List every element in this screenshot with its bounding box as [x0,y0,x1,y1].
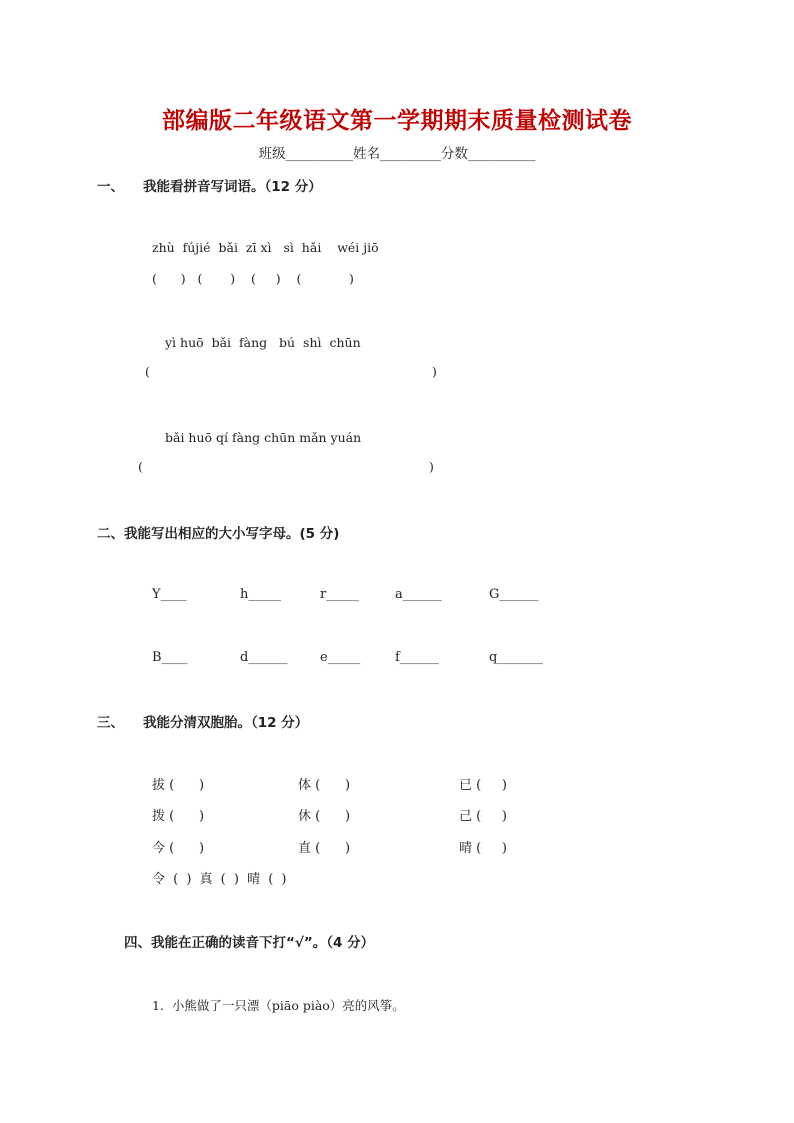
letter-item[interactable]: G______ [489,587,539,602]
char-pair-item[interactable]: 己 ( ) [459,809,507,824]
pinyin-row-2: yì huō bǎi fàng bú shì chūn [165,335,361,350]
section3-number: 三、 [97,715,124,731]
letter-item[interactable]: B____ [152,650,188,665]
char-pair-item[interactable]: 已 ( ) [459,778,507,793]
answer-brackets-row-3[interactable]: ( ) [138,459,434,474]
char-pair-item[interactable]: 拨 ( ) [152,809,205,824]
student-info-line: 班级__________姓名_________分数__________ [258,146,536,162]
char-pair-last-row[interactable]: 令 ( ) 真 ( ) 晴 ( ) [152,872,287,887]
question-1[interactable]: 1. 小熊做了一只漂（piāo piào）亮的风筝。 [152,998,405,1013]
section4-heading: 四、我能在正确的读音下打“√”。（4 分） [124,935,375,951]
page-title: 部编版二年级语文第一学期期末质量检测试卷 [162,108,632,134]
section3-heading: 我能分清双胞胎。（12 分） [143,715,309,731]
letter-item[interactable]: d______ [240,650,288,665]
letter-item[interactable]: r_____ [320,587,359,602]
char-pair-item[interactable]: 拔 ( ) [152,778,205,793]
char-pair-item[interactable]: 直 ( ) [298,841,351,856]
letter-item[interactable]: e_____ [320,650,361,665]
letter-item[interactable]: q_______ [489,650,543,665]
char-pair-item[interactable]: 晴 ( ) [459,841,507,856]
section2-heading: 二、我能写出相应的大小写字母。(5 分) [97,526,340,542]
char-pair-item[interactable]: 休 ( ) [298,809,351,824]
pinyin-row-1: zhù fújié bǎi zī xì sì hǎi wéi jiō [152,240,379,255]
section1-heading: 我能看拼音写词语。（12 分） [143,179,322,195]
answer-brackets-row-2[interactable]: ( ) [145,364,437,379]
letter-item[interactable]: h_____ [240,587,281,602]
char-pair-item[interactable]: 今 ( ) [152,841,205,856]
letter-item[interactable]: a______ [395,587,442,602]
letter-item[interactable]: f______ [395,650,439,665]
char-pair-item[interactable]: 体 ( ) [298,778,351,793]
answer-brackets-row-1[interactable]: ( ) ( ) ( ) ( ) [152,271,354,286]
letter-item[interactable]: Y____ [152,587,187,602]
section1-number: 一、 [97,179,124,195]
pinyin-row-3: bǎi huō qí fàng chūn mǎn yuán [165,430,362,445]
